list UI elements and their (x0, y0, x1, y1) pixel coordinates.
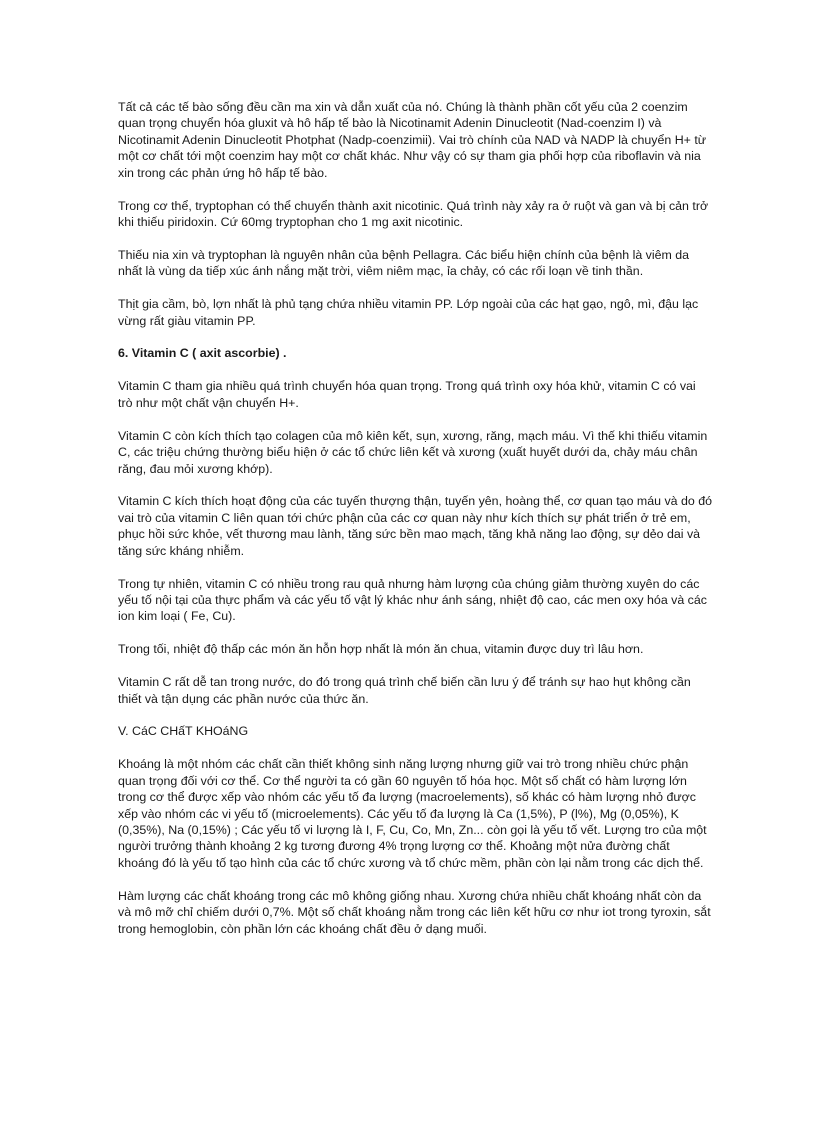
paragraph-pp-sources: Thịt gia cầm, bò, lợn nhất là phủ tạng chứa nhiều vitamin PP. Lớp ngoài của các hạt gạo, ngô, mì, đậu lạc vừng rất giàu vitamin PP. (118, 297, 699, 328)
paragraph-vitc-solubility: Vitamin C rất dễ tan trong nước, do đó trong quá trình chế biến cần lưu ý để tránh sự hao hụt không cần thiết và tận dụng các phần nước của thức ăn. (118, 675, 691, 706)
paragraph-vitc-nature: Trong tự nhiên, vitamin C có nhiều trong rau quả nhưng hàm lượng của chúng giảm thường xuyên do các yếu tố nội tại của thực phẩm và các yếu tố vật lý khác như ánh sáng, nhiệt độ cao, các men oxy hóa và các ion kim loại ( Fe, Cu). (118, 576, 707, 624)
paragraph-minerals-content: Hàm lượng các chất khoáng trong các mô không giống nhau. Xương chứa nhiều chất khoáng nhất còn da và mô mỡ chỉ chiếm dưới 0,7%. Một số chất khoáng nằm trong các liên kết hữu cơ như iot trong tyroxin, sắt trong hemoglobin, còn phần lớn các khoáng chất đều ở dạng muối. (118, 888, 711, 936)
heading-vitamin-c: 6. Vitamin C ( axit ascorbie) . (118, 346, 287, 361)
paragraph-pellagra: Thiếu nia xin và tryptophan là nguyên nhân của bệnh Pellagra. Các biểu hiện chính của bệnh là viêm da nhất là vùng da tiếp xúc ánh nắng mặt trời, viêm niêm mạc, ỉa chảy, có các rối loạn về tinh thần. (118, 247, 690, 279)
paragraph-niacin-coenzymes: Tất cả các tế bào sống đều cần ma xin và dẫn xuất của nó. Chúng là thành phần cốt yếu của 2 coenzim quan trọng chuyển hóa gluxit và hô hấp tế bào là Nicotinamit Adenin Dinucleotit (Nad-coenzim I) và Nicotinamit Adenin Dinucleotit Photphat (Nadp-coenzimii). Vai trò chính của NAD và NADP là chuyển H+ từ một cơ chất tới một coenzim hay một cơ chất khác. Như vậy có sự tham gia phối hợp của riboflavin và nia xin trong các phản ứng hô hấp tế bào. (118, 100, 707, 180)
heading-minerals: V. CáC CHấT KHOáNG (118, 724, 249, 739)
paragraph-tryptophan-conversion: Trong cơ thể, tryptophan có thể chuyển thành axit nicotinic. Quá trình này xảy ra ở ruột và gan và bị cản trở khi thiếu piridoxin. Cứ 60mg tryptophan cho 1 mg axit nicotinic. (118, 198, 709, 229)
document-body (118, 99, 712, 953)
paragraph-minerals-overview: Khoáng là một nhóm các chất cần thiết không sinh năng lượng nhưng giữ vai trò trong nhiều chức phận quan trọng đối với cơ thể. Cơ thể người ta có gần 60 nguyên tố hóa học. Một số chất có hàm lượng lớn trong cơ thể được xếp vào nhóm các yếu tố đa lượng (macroelements), số khác có hàm lượng nhỏ được xếp vào nhóm các vi yếu tố (microelements). Các yếu tố đa lượng là Ca (1,5%), P (l%), Mg (0,05%), K (0,35%), Na (0,15%) ; Các yếu tố vi lượng là I, F, Cu, Co, Mn, Zn... còn gọi là yếu tố vết. Lượng tro của một người trưởng thành khoảng 2 kg tương đương 4% trọng lượng cơ thể. Khoảng một nửa đường chất khoáng đó là yếu tố tạo hình của các tổ chức xương và tổ chức mềm, phần còn lại nằm trong các dịch thể. (118, 757, 707, 870)
paragraph-vitc-storage: Trong tối, nhiệt độ thấp các món ăn hỗn hợp nhất là món ăn chua, vitamin được duy trì lâu hơn. (118, 642, 644, 657)
paragraph-vitc-collagen: Vitamin C còn kích thích tạo colagen của mô kiên kết, sụn, xương, răng, mạch máu. Vì thế khi thiếu vitamin C, các triệu chứng thường biểu hiện ở các tổ chức liên kết và xương (xuất huyết dưới da, chảy máu chân răng, đau mỏi xương khớp). (118, 428, 708, 476)
paragraph-vitc-metabolism: Vitamin C tham gia nhiều quá trình chuyển hóa quan trọng. Trong quá trình oxy hóa khử, vitamin C có vai trò như một chất vận chuyển H+. (118, 379, 696, 410)
paragraph-vitc-glands: Vitamin C kích thích hoạt động của các tuyến thượng thận, tuyến yên, hoàng thể, cơ quan tạo máu và do đó vai trò của vitamin C liên quan tới chức phận của các cơ quan này như kích thích sự phát triển ở trẻ em, phục hồi sức khỏe, vết thương mau lành, tăng sức bền mao mạch, tăng khả năng lao động, sự dẻo dai và tăng sức kháng nhiễm. (118, 494, 712, 558)
